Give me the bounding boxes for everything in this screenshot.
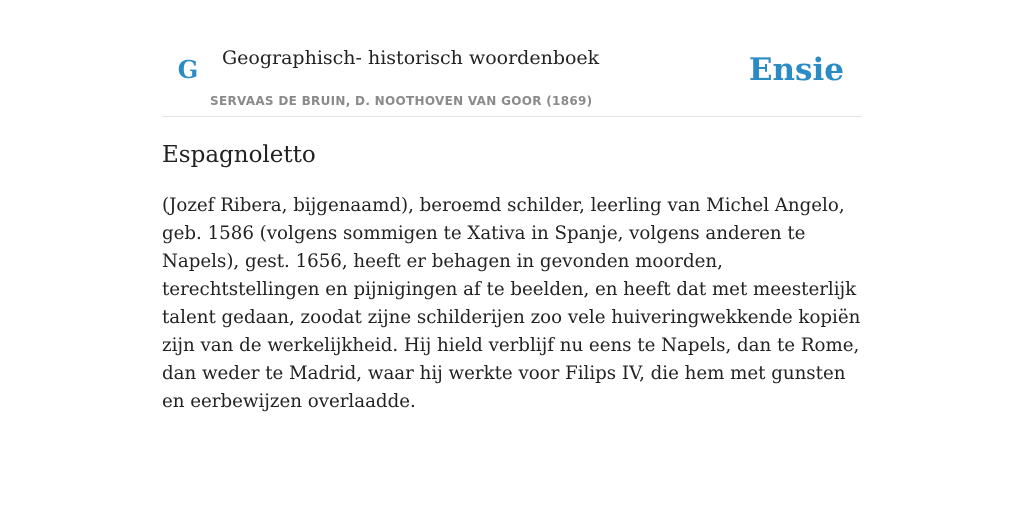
book-authors: SERVAAS DE BRUIN, D. NOOTHOVEN VAN GOOR (1869) (210, 94, 593, 108)
entry-body: (Jozef Ribera, bijgenaamd), beroemd schilder, leerling van Michel Angelo, geb. 1586 (volgens sommigen te Xativa in Spanje, volgens anderen te Napels), gest. 1656, heeft er behagen in gevonden moorden, terechtstellingen en pijnigingen af te beelden, en heeft dat met meesterlijk talent gedaan, zoodat zijne schilderijen zoo vele huiveringwekkende kopiën zijn van de werkelijkheid. Hij hield verblijf nu eens te Napels, dan te Rome, dan weder te Madrid, waar hij werkte voor Filips IV, die hem met gunsten en eerbewijzen overlaadde. (162, 195, 861, 412)
book-letter-icon[interactable]: G (177, 55, 199, 84)
book-title-link[interactable]: Geographisch- historisch woordenboek (222, 47, 600, 69)
entry-title: Espagnoletto (162, 142, 316, 168)
book-header (162, 30, 862, 117)
ensie-logo[interactable]: Ensie (748, 52, 844, 88)
